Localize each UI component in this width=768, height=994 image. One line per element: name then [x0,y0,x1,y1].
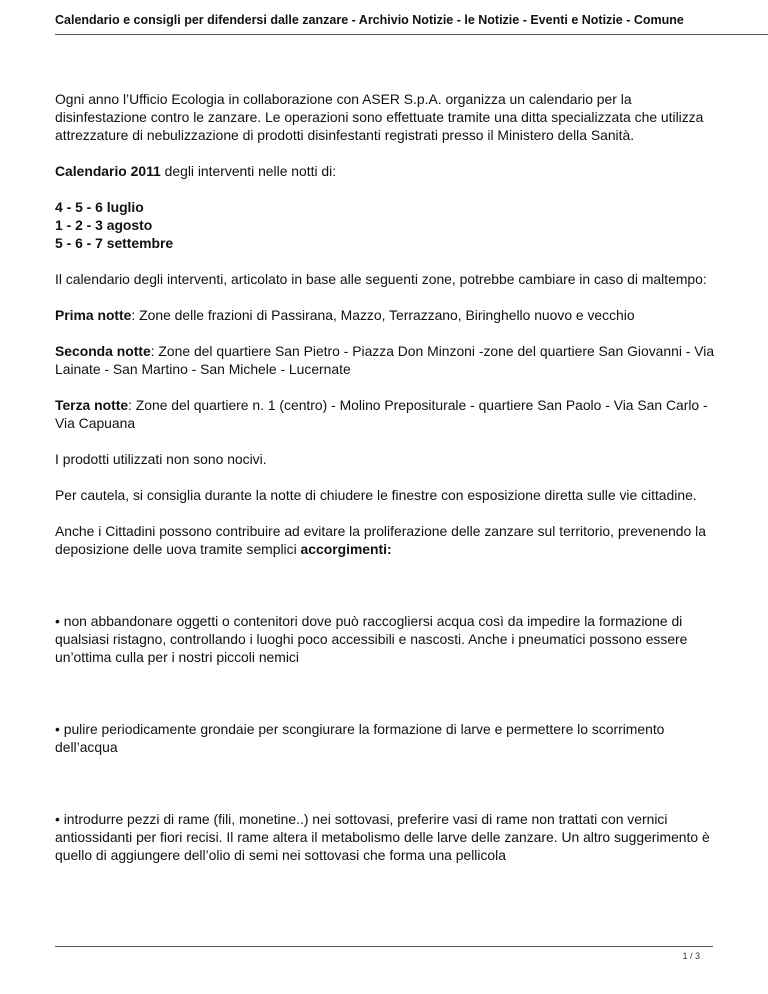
night-text: : Zone del quartiere San Pietro - Piazza Don Minzoni -zone del quartiere San Giovanni - Via Lainate - San Martino - San Michele - Lucernate [55,343,715,377]
calendar-paragraph [55,162,715,180]
night-paragraph-3 [55,396,715,432]
date-line-september: 5 - 6 - 7 settembre [55,235,174,251]
dates-list [55,198,715,252]
page-number: 1 / 3 [682,951,700,961]
night-paragraph-1 [55,306,715,324]
night-paragraph-2 [55,342,715,378]
calendar-text: degli interventi nelle notti di: [160,163,337,179]
citizens-bold: accorgimenti: [300,541,392,557]
night-text: : Zone del quartiere n. 1 (centro) - Molino Prepositurale - quartiere San Paolo - Via San Carlo - Via Capuana [55,397,708,431]
citizens-text: Anche i Cittadini possono contribuire ad evitare la proliferazione delle zanzare sul territorio, prevenendo la deposizione delle uova tramite semplici [55,523,706,557]
date-line-august: 1 - 2 - 3 agosto [55,217,153,233]
date-line-july: 4 - 5 - 6 luglio [55,199,144,215]
tip-item: • non abbandonare oggetti o contenitori dove può raccogliersi acqua così da impedire la formazione di qualsiasi ristagno, controllando i luoghi poco accessibili e nascosti. Anche i pneumatici possono essere un’ottima culla per i nostri piccoli nemici [55,613,688,665]
tip-item: • pulire periodicamente grondaie per scongiurare la formazione di larve e permettere lo scorrimento dell’acqua [55,721,665,755]
spacer [55,576,715,612]
calendar-label: Calendario 2011 [55,163,161,179]
night-label: Terza notte [55,397,129,413]
intro-paragraph: Ogni anno l’Ufficio Ecologia in collaborazione con ASER S.p.A. organizza un calendario per la disinfestazione contro le zanzare. Le operazioni sono effettuate tramite una ditta specializzata che utilizza attrezzature di nebulizzazione di prodotti disinfestanti registrati presso il Ministero della Sanità. [55,91,704,143]
document-header [55,8,768,35]
night-label: Seconda notte [55,343,151,359]
night-label: Prima notte [55,307,132,323]
citizens-paragraph [55,522,715,558]
tip-item: • introdurre pezzi di rame (fili, monetine..) nei sottovasi, preferire vasi di rame non trattati con vernici antiossidanti per fiori recisi. Il rame altera il metabolismo delle larve delle zanzare. Un altro suggerimento è quello di aggiungere dell’olio di semi nei sottovasi che forma una pellicola [55,811,710,863]
document-body [55,90,715,882]
footer-divider [55,946,713,947]
spacer [55,684,715,720]
spacer [55,774,715,810]
night-text: : Zone delle frazioni di Passirana, Mazzo, Terrazzano, Biringhello nuovo e vecchio [131,307,635,323]
caution-paragraph: Per cautela, si consiglia durante la notte di chiudere le finestre con esposizione diretta sulle vie cittadine. [55,487,697,503]
safety-note: I prodotti utilizzati non sono nocivi. [55,451,267,467]
zones-intro: Il calendario degli interventi, articolato in base alle seguenti zone, potrebbe cambiare in caso di maltempo: [55,271,707,287]
document-title: Calendario e consigli per difendersi dalle zanzare - Archivio Notizie - le Notizie - Eventi e Notizie - Comune [55,13,684,27]
